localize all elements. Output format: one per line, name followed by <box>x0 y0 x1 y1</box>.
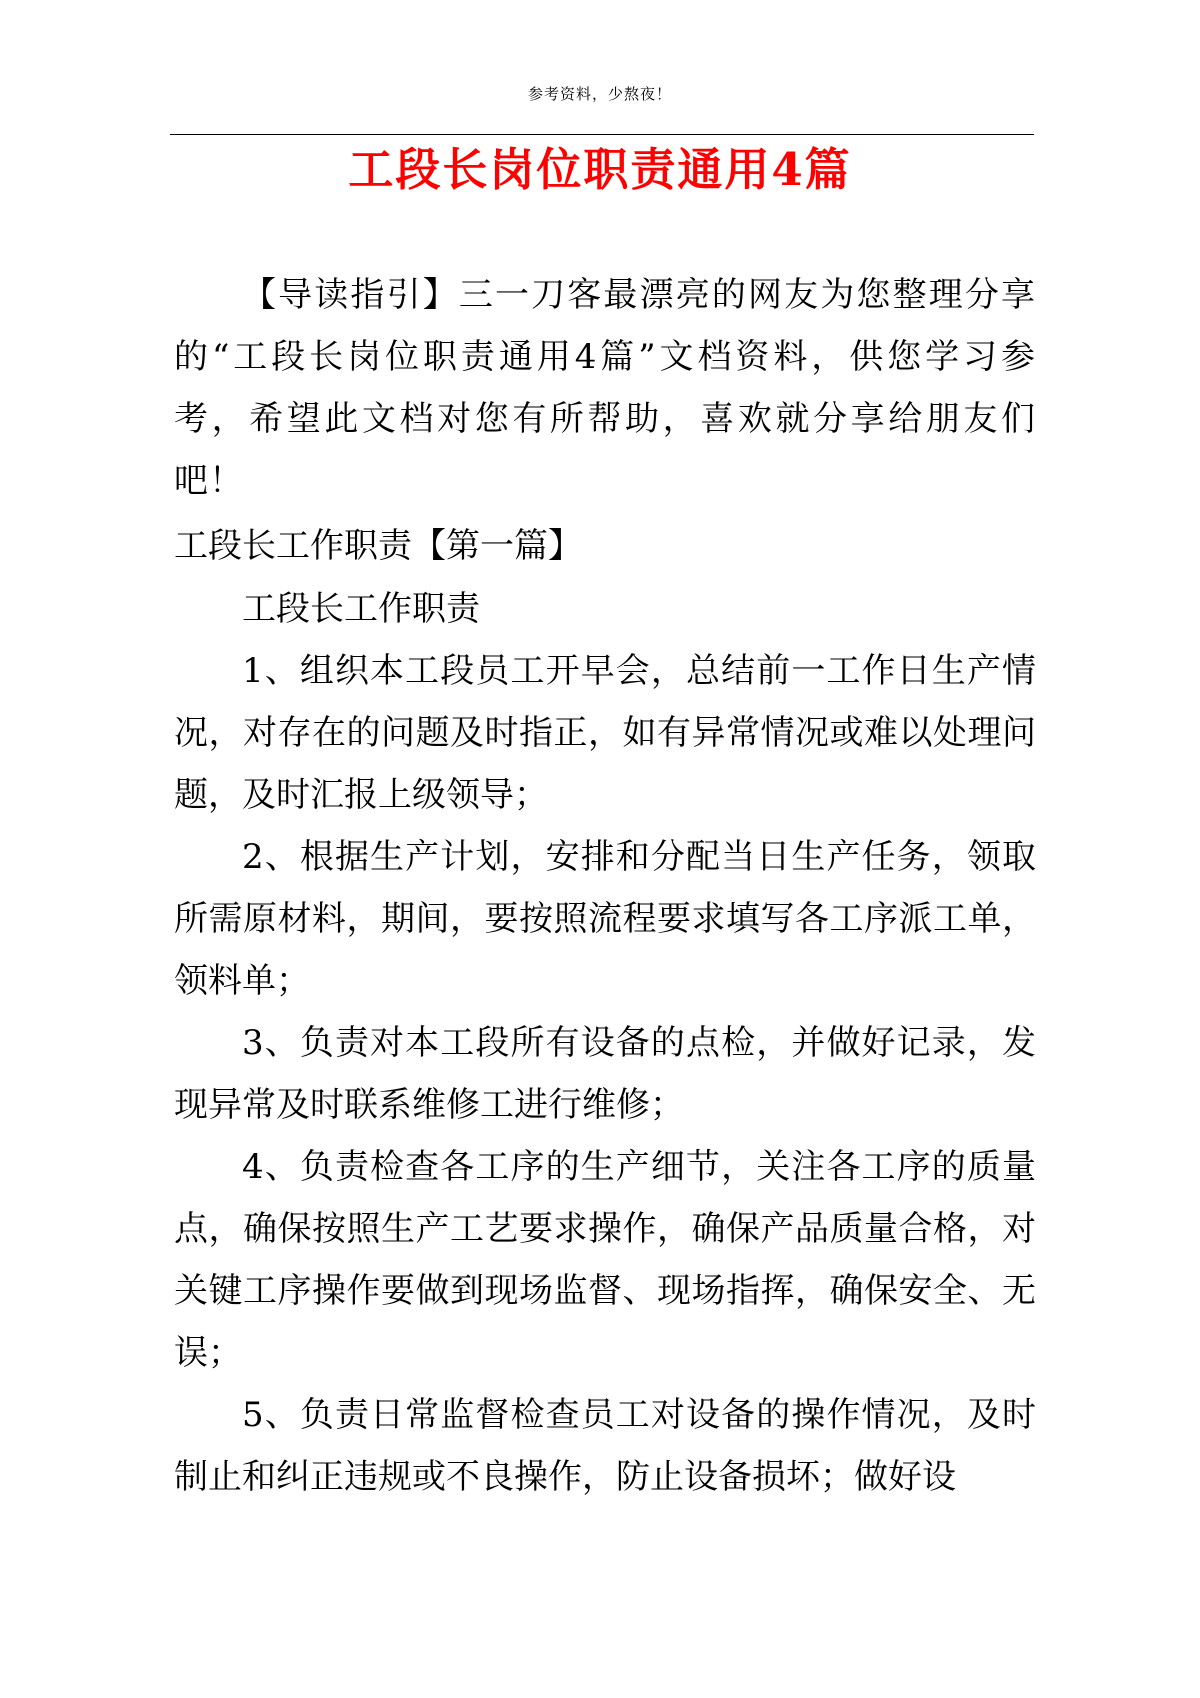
list-item: 1、组织本工段员工开早会，总结前一工作日生产情况，对存在的问题及时指正，如有异常情况或难以处理问题，及时汇报上级领导； <box>174 651 1036 815</box>
document-title: 工段长岗位职责通用4篇 <box>348 143 852 196</box>
section-content <box>174 578 1036 1508</box>
list-item: 4、负责检查各工序的生产细节，关注各工序的质量点，确保按照生产工艺要求操作，确保产品质量合格，对关键工序操作要做到现场监督、现场指挥，确保安全、无误； <box>174 1147 1036 1373</box>
list-item: 2、根据生产计划，安排和分配当日生产任务，领取所需原材料，期间，要按照流程要求填写各工序派工单，领料单； <box>174 837 1036 1001</box>
header-divider <box>170 134 1034 135</box>
section-subheading: 工段长工作职责 <box>242 589 480 629</box>
intro-paragraph: 【导读指引】三一刀客最漂亮的网友为您整理分享的“工段长岗位职责通用4篇”文档资料，供您学习参考，希望此文档对您有所帮助，喜欢就分享给朋友们吧！ <box>174 275 1036 501</box>
section-heading: 工段长工作职责【第一篇】 <box>174 526 582 566</box>
list-item: 3、负责对本工段所有设备的点检，并做好记录，发现异常及时联系维修工进行维修； <box>174 1023 1036 1125</box>
header-note: 参考资料，少熬夜！ <box>527 85 672 103</box>
list-item: 5、负责日常监督检查员工对设备的操作情况，及时制止和纠正违规或不良操作，防止设备损坏；做好设 <box>174 1395 1036 1497</box>
